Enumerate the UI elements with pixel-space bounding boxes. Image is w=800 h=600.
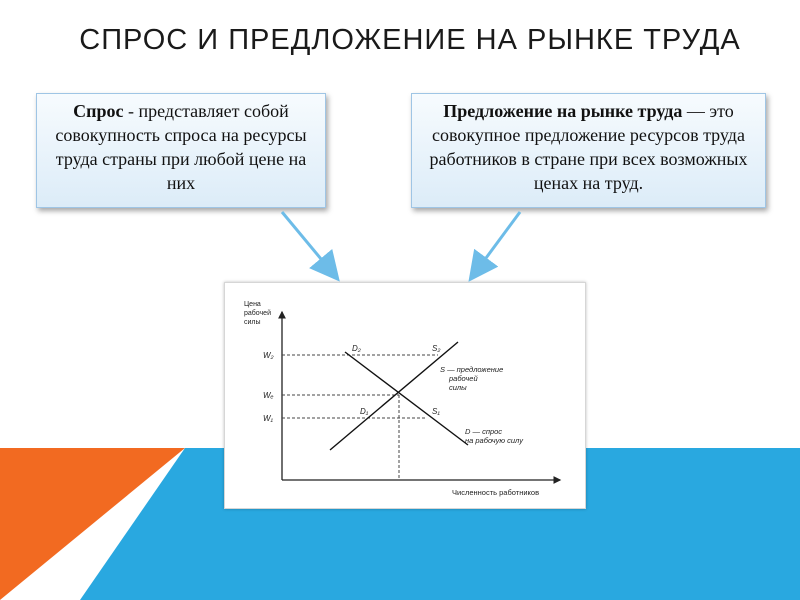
supply-label-2: рабочей [449,374,478,383]
demand-arrow [282,212,336,277]
slide-title: СПРОС И ПРЕДЛОЖЕНИЕ НА РЫНКЕ ТРУДА [79,24,741,56]
demand-label-1: D — спрос [465,427,503,436]
point-d2: D₂ [352,344,361,353]
x-axis-label: Численность работников [452,488,540,497]
point-s1: S₁ [432,407,440,416]
supply-arrow [472,212,520,277]
demand-label-2: на рабочую силу [465,436,523,445]
tick-we: Wₑ [263,391,274,400]
supply-line [330,342,458,450]
supply-label-3: силы [449,383,467,392]
supply-term: Предложение на рынке труда [443,101,683,121]
tick-w1: W₁ [263,414,274,423]
y-axis-label-2: рабочей [244,310,271,317]
supply-text: — это совокупное предложение ресурсов труда работников в стране при всех возможных ценах на труд. [429,101,748,193]
supply-label-1: S — предложение [440,365,504,374]
y-axis-label-1: Цена [244,301,261,308]
point-d1: D₁ [360,407,369,416]
demand-term: Спрос [73,101,124,121]
demand-text: - представляет собой совокупность спроса на ресурсы труда страны при любой цене на них [55,101,307,193]
y-axis-label-3: силы [244,319,261,326]
point-s2: S₂ [432,344,441,353]
tick-w2: W₂ [263,351,274,360]
